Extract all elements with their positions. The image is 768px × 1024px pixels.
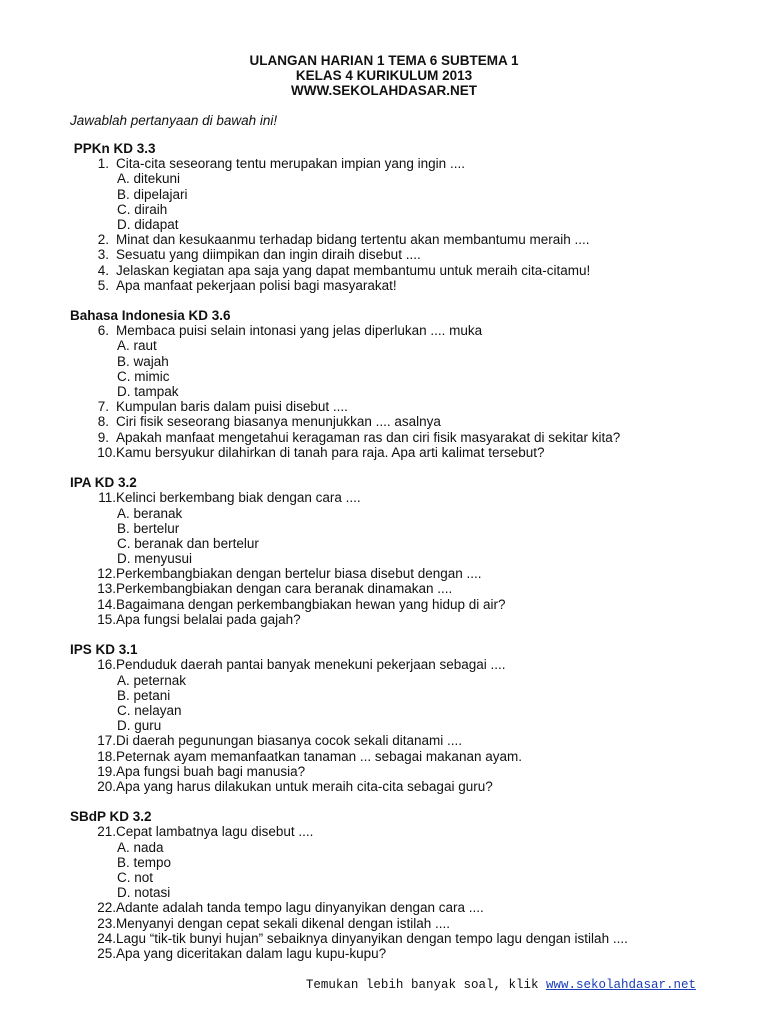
question-number: 22. [97, 900, 116, 916]
question-text: Bagaimana dengan perkembangbiakan hewan yang hidup di air? [116, 596, 506, 612]
answer-option: D. guru [117, 718, 162, 734]
answer-option: D. notasi [117, 885, 171, 901]
question-text: Ciri fisik seseorang biasanya menunjukkan .... asalnya [116, 414, 441, 430]
question-number: 17. [97, 733, 116, 749]
question-number: 8. [97, 414, 109, 430]
question-item [70, 946, 710, 961]
question-text: Sesuatu yang diimpikan dan ingin diraih disebut .... [116, 247, 421, 263]
question-item [70, 430, 710, 445]
question-text: Kelinci berkembang biak dengan cara .... [116, 490, 361, 506]
question-number: 15. [97, 611, 116, 627]
answer-option: A. ditekuni [117, 171, 181, 187]
question-item [70, 445, 710, 460]
question-section [70, 308, 710, 460]
question-item [70, 232, 710, 247]
question-text: Apa fungsi buah bagi manusia? [116, 763, 306, 779]
question-item [70, 156, 710, 171]
question-item [70, 263, 710, 278]
answer-option: D. menyusui [117, 551, 193, 567]
question-number: 10. [97, 444, 116, 460]
question-item [70, 399, 710, 414]
answer-option: C. not [117, 870, 154, 885]
question-item [70, 900, 710, 915]
question-item [70, 581, 710, 596]
question-text: Apa fungsi belalai pada gajah? [116, 611, 301, 627]
question-number: 2. [97, 232, 109, 248]
question-number: 1. [97, 156, 109, 172]
question-number: 12. [97, 566, 116, 582]
question-item [70, 931, 710, 946]
question-section [70, 809, 710, 961]
section-title: IPA KD 3.2 [70, 475, 137, 491]
question-sections [70, 141, 710, 976]
question-text: Apa manfaat pekerjaan polisi bagi masyarakat! [116, 277, 397, 293]
question-section [70, 141, 710, 293]
question-number: 19. [97, 763, 116, 779]
question-item [70, 824, 710, 839]
question-item [70, 916, 710, 931]
question-number: 18. [97, 748, 116, 764]
question-text: Peternak ayam memanfaatkan tanaman ... sebagai makanan ayam. [116, 748, 522, 764]
question-text: Menyanyi dengan cepat sekali dikenal dengan istilah .... [116, 915, 450, 931]
answer-option: C. mimic [117, 368, 170, 384]
question-number: 16. [97, 657, 116, 673]
footer-link[interactable]: www.sekolahdasar.net [545, 978, 696, 992]
question-text: Di daerah pegunungan biasanya cocok sekali ditanami .... [116, 733, 462, 749]
question-text: Apakah manfaat mengetahui keragaman ras dan ciri fisik masyarakat di sekitar kita? [116, 429, 621, 445]
question-number: 11. [98, 490, 116, 506]
question-text: Lagu “tik-tik bunyi hujan” sebaiknya dinyanyikan dengan tempo lagu dengan istilah .... [116, 930, 628, 946]
question-item [70, 764, 710, 779]
question-number: 14. [97, 596, 116, 612]
question-item [70, 323, 710, 338]
answer-option: A. peternak [117, 672, 187, 688]
question-number: 4. [97, 262, 109, 278]
question-text: Minat dan kesukaanmu terhadap bidang tertentu akan membantumu meraih .... [116, 232, 590, 248]
question-number: 24. [97, 930, 116, 946]
question-text: Adante adalah tanda tempo lagu dinyanyikan dengan cara .... [116, 900, 484, 916]
answer-option: B. petani [117, 687, 171, 703]
answer-option: B. tempo [117, 854, 172, 870]
question-text: Perkembangbiakan dengan cara beranak dinamakan .... [116, 581, 453, 597]
answer-option: D. didapat [117, 216, 179, 232]
answer-option: C. beranak dan bertelur [117, 535, 259, 551]
question-item [70, 278, 710, 293]
footer-text: Temukan lebih banyak soal, klik [305, 978, 546, 992]
answer-option: B. dipelajari [117, 186, 188, 202]
question-number: 3. [97, 247, 109, 263]
header-class: KELAS 4 KURIKULUM 2013 [295, 68, 473, 83]
footer [306, 978, 696, 993]
document-header [0, 53, 768, 98]
question-number: 25. [97, 945, 116, 961]
question-number: 13. [97, 581, 116, 597]
question-item [70, 414, 710, 429]
question-item [70, 779, 710, 794]
question-section [70, 475, 710, 627]
question-number: 23. [97, 915, 116, 931]
question-number: 6. [97, 323, 109, 339]
section-title: PPKn KD 3.3 [70, 141, 156, 156]
header-website: WWW.SEKOLAHDASAR.NET [291, 83, 477, 98]
section-title: IPS KD 3.1 [70, 642, 138, 658]
question-text: Penduduk daerah pantai banyak menekuni pekerjaan sebagai .... [116, 657, 506, 673]
question-item [70, 566, 710, 581]
question-number: 20. [97, 778, 116, 794]
question-item [70, 247, 710, 262]
question-text: Kumpulan baris dalam puisi disebut .... [116, 399, 348, 415]
question-item [70, 733, 710, 748]
question-text: Cepat lambatnya lagu disebut .... [116, 824, 314, 840]
question-number: 21. [97, 824, 116, 840]
question-text: Kamu bersyukur dilahirkan di tanah para raja. Apa arti kalimat tersebut? [116, 444, 545, 460]
question-text: Apa yang diceritakan dalam lagu kupu-kupu? [116, 945, 387, 961]
question-text: Membaca puisi selain intonasi yang jelas diperlukan .... muka [116, 323, 483, 339]
question-item [70, 597, 710, 612]
question-text: Perkembangbiakan dengan bertelur biasa disebut dengan .... [116, 566, 482, 582]
question-text: Cita-cita seseorang tentu merupakan impian yang ingin .... [116, 156, 465, 172]
question-number: 5. [97, 277, 109, 293]
section-title: SBdP KD 3.2 [70, 809, 152, 825]
answer-option: B. wajah [117, 353, 169, 369]
question-number: 7. [97, 399, 109, 415]
instruction-text: Jawablah pertanyaan di bawah ini! [70, 113, 278, 128]
answer-option: A. nada [117, 839, 164, 855]
answer-option: C. nelayan [117, 702, 182, 718]
header-title: ULANGAN HARIAN 1 TEMA 6 SUBTEMA 1 [249, 53, 519, 68]
question-text: Apa yang harus dilakukan untuk meraih cita-cita sebagai guru? [116, 778, 493, 794]
question-item [70, 749, 710, 764]
answer-option: D. tampak [117, 384, 179, 399]
question-item [70, 657, 710, 672]
answer-option: B. bertelur [117, 520, 180, 536]
answer-option: A. raut [117, 338, 157, 354]
question-number: 9. [97, 429, 109, 445]
section-title: Bahasa Indonesia KD 3.6 [70, 308, 231, 324]
question-item [70, 612, 710, 627]
question-text: Jelaskan kegiatan apa saja yang dapat membantumu untuk meraih cita-citamu! [116, 262, 591, 278]
answer-option: A. beranak [117, 505, 183, 521]
question-item [70, 490, 710, 505]
question-section [70, 642, 710, 794]
answer-option: C. diraih [117, 201, 168, 217]
